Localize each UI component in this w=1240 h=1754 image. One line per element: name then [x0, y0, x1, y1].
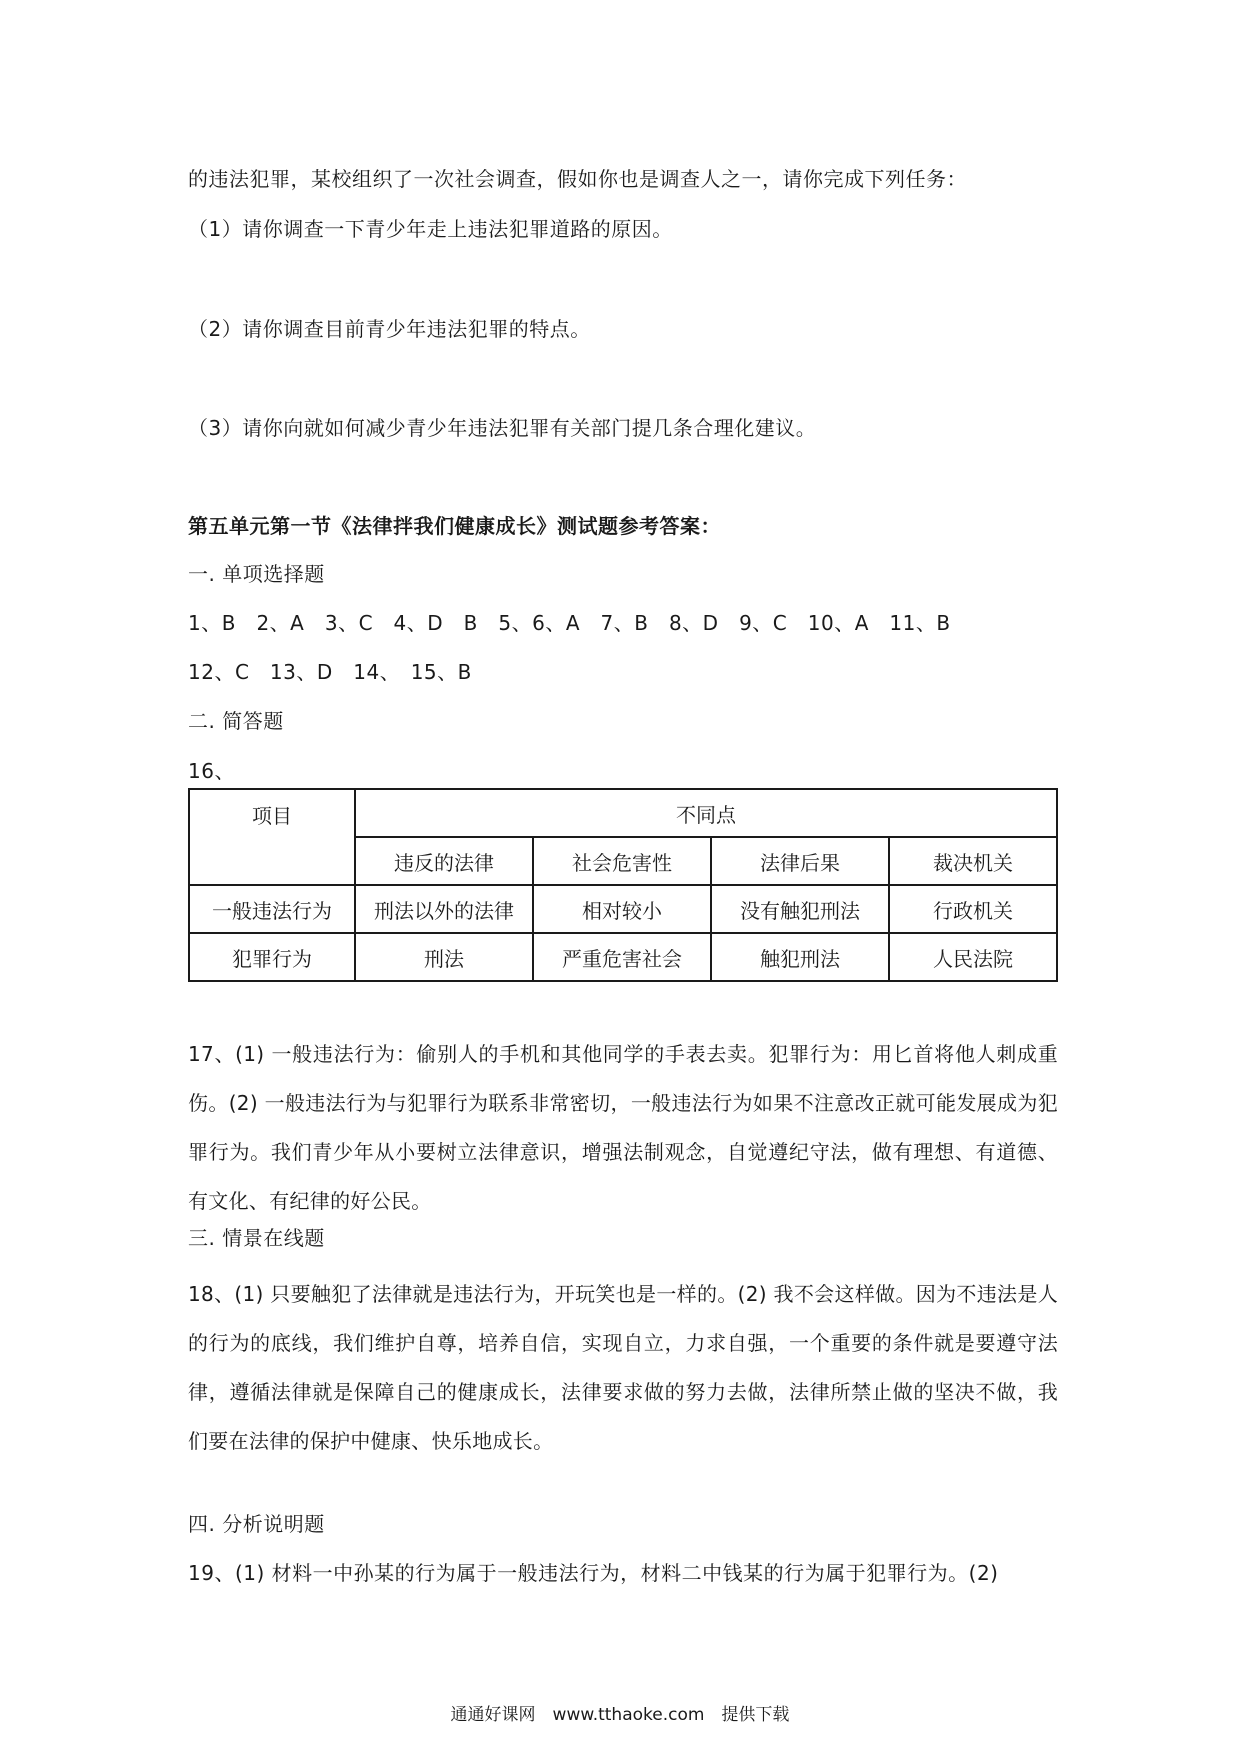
mc-answers-line-1: 1、B 2、A 3、C 4、D B 5、6、A 7、B 8、D 9、C 10、A 11、B — [188, 611, 951, 635]
table-row-label: 一般违法行为 — [189, 885, 355, 933]
task-2: （2）请你调查目前青少年违法犯罪的特点。 — [188, 317, 591, 341]
table-column-header: 裁决机关 — [889, 837, 1057, 885]
table-column-header: 违反的法律 — [355, 837, 533, 885]
table-row — [189, 933, 1057, 981]
table-cell: 相对较小 — [533, 885, 711, 933]
section-heading-3: 三. 情景在线题 — [188, 1226, 325, 1250]
table-header-item: 项目 — [189, 789, 355, 885]
table-column-header: 法律后果 — [711, 837, 889, 885]
table-cell: 行政机关 — [889, 885, 1057, 933]
page-footer: 通通好课网 www.tthaoke.com 提供下载 — [450, 1705, 790, 1725]
task-1: （1）请你调查一下青少年走上违法犯罪道路的原因。 — [188, 217, 673, 241]
answer-title: 第五单元第一节《法律拌我们健康成长》测试题参考答案： — [188, 514, 721, 538]
table-cell: 严重危害社会 — [533, 933, 711, 981]
table-cell: 触犯刑法 — [711, 933, 889, 981]
table-header-differences: 不同点 — [355, 789, 1057, 837]
comparison-table — [188, 788, 1058, 982]
table-row — [189, 885, 1057, 933]
q16-label: 16、 — [188, 759, 235, 783]
section-heading-4: 四. 分析说明题 — [188, 1512, 325, 1536]
answer-17: 17、(1) 一般违法行为：偷别人的手机和其他同学的手表去卖。犯罪行为：用匕首将他人刺成重伤。(2) 一般违法行为与犯罪行为联系非常密切，一般违法行为如果不注意改正就可能发展成为犯罪行为。我们青少年从小要树立法律意识，增强法制观念，自觉遵纪守法，做有理想、有道德、有文化、有纪律的好公民。 — [188, 1042, 1058, 1213]
table-cell: 人民法院 — [889, 933, 1057, 981]
section-heading-2: 二. 简答题 — [188, 709, 284, 733]
answer-19: 19、(1) 材料一中孙某的行为属于一般违法行为，材料二中钱某的行为属于犯罪行为。(2) — [188, 1561, 999, 1585]
section-heading-1: 一. 单项选择题 — [188, 562, 325, 586]
table-column-header: 社会危害性 — [533, 837, 711, 885]
table-cell: 刑法以外的法律 — [355, 885, 533, 933]
mc-answers-line-2: 12、C 13、D 14、 15、B — [188, 660, 472, 684]
table-cell: 刑法 — [355, 933, 533, 981]
table-cell: 没有触犯刑法 — [711, 885, 889, 933]
answer-18: 18、(1) 只要触犯了法律就是违法行为，开玩笑也是一样的。(2) 我不会这样做。因为不违法是人的行为的底线，我们维护自尊，培养自信，实现自立，力求自强，一个重要的条件就是要遵守法律，遵循法律就是保障自己的健康成长，法律要求做的努力去做，法律所禁止做的坚决不做，我们要在法律的保护中健康、快乐地成长。 — [188, 1282, 1058, 1453]
task-3: （3）请你向就如何减少青少年违法犯罪有关部门提几条合理化建议。 — [188, 416, 817, 440]
intro-line: 的违法犯罪，某校组织了一次社会调查，假如你也是调查人之一，请你完成下列任务： — [188, 167, 967, 191]
table-row-label: 犯罪行为 — [189, 933, 355, 981]
